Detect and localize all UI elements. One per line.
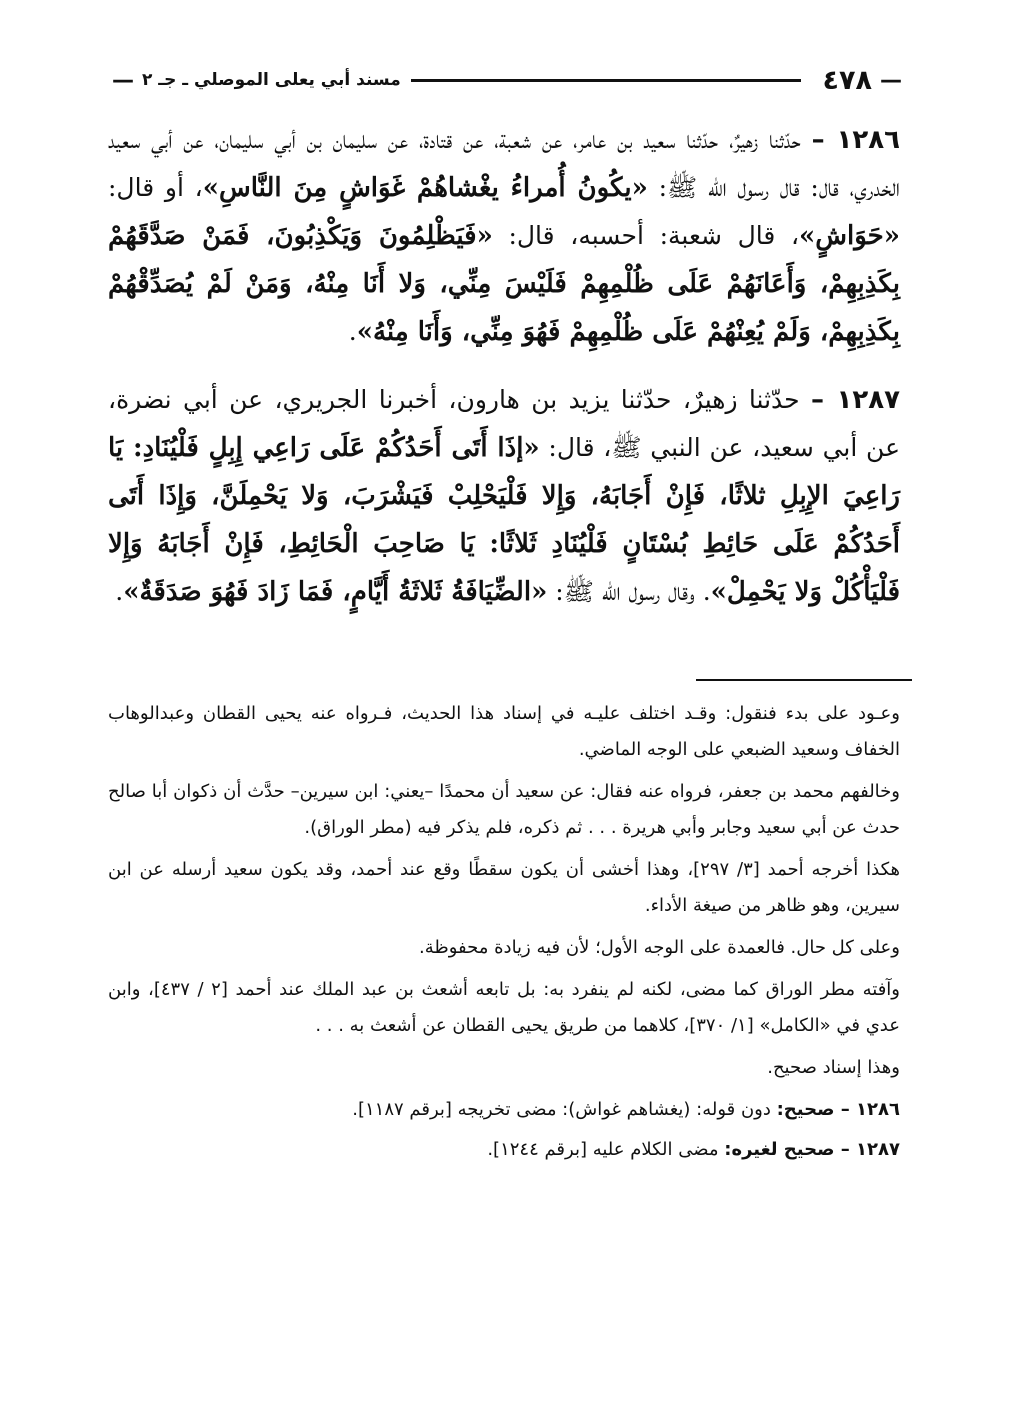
header-rule [411, 79, 801, 82]
hadith-1287 [108, 376, 900, 616]
hadith-connector: . وقال رسول اللّه ﷺ: [547, 577, 711, 606]
grading-number: ١٢٨٧ – [840, 1139, 900, 1160]
hadith-isnad: حدّثنا زهيرٌ، حدّثنا يزيد بن هارون، أخبرنا الجريري، عن أبي نضرة، عن أبي سعيد، عن النبي ﷺ، قال: [108, 385, 900, 462]
grading-1287 [108, 1132, 900, 1168]
footnote-separator [696, 679, 912, 681]
hadith-number: ١٢٨٦ – [811, 125, 900, 155]
hadith-1286 [108, 116, 900, 356]
grading-label: صحيح لغيره: [724, 1139, 841, 1160]
footnotes [108, 696, 900, 1172]
page-number: ٤٧٨ [822, 64, 872, 96]
grading-number: ١٢٨٦ – [840, 1099, 900, 1120]
running-title: مسند أبي يعلى الموصلي ـ جـ ٢ [142, 70, 401, 90]
footnote-paragraph: وآفته مطر الوراق كما مضى، لكنه لم ينفرد به: بل تابعه أشعث بن عبد الملك عند أحمد [٢ / ٤٣٧]، وابن عدي في «الكامل» [١/ ٣٧٠]، كلاهما من طريق يحيى القطان عن أشعث به . . . [108, 979, 900, 1036]
hadith-matn: «إذَا أَتَى أَحَدُكُمْ عَلَى رَاعِي إِبِلٍ فَلْيُنَادِ: يَا رَاعِيَ الإِبِلِ ثلاثًا، فَإِنْ أَجَابَهُ، وَإِلا فَلْيَحْلِبْ فَيَشْرَبَ، وَلا يَحْمِلَنَّ، وَإِذَا أَتَى أَحَدُكُمْ عَلَى حَائِطِ بُسْتَانٍ فَلْيُنَادِ ثَلاثًا: يَا صَاحِبَ الْحَائِطِ، فَإِنْ أَجَابَهُ وَإِلا فَلْيَأْكُلْ وَلا يَحْمِلْ» [108, 433, 900, 607]
grading-text: دون قوله: (يغشاهم غواش): مضى تخريجه [برقم ١١٨٧]. [352, 1099, 777, 1120]
header-dash-end: — [112, 67, 134, 93]
footnote-paragraph: وعـود على بدء فنقول: وقـد اختلف عليـه في إسناد هذا الحديث، فـرواه عنه يحيى القطان وعبدالوهاب الخفاف وسعيد الضبعي على الوجه الماضي. [108, 703, 900, 760]
grading-label: صحيح: [776, 1099, 841, 1120]
hadith-matn: «حَوَاشٍ» [799, 221, 900, 251]
hadith-end: . [115, 577, 124, 606]
footnote-paragraph: وعلى كل حال. فالعمدة على الوجه الأول؛ لأن فيه زيادة محفوظة. [419, 937, 900, 958]
footnote-paragraph: وخالفهم محمد بن جعفر، فرواه عنه فقال: عن سعيد أن محمدًا –يعني: ابن سيرين– حدَّث أن ذكوان أبا صالح حدث عن أبي سعيد وجابر وأبي هريرة . . . ثم ذكره، فلم يذكر فيه (مطر الوراق). [108, 781, 900, 838]
header-dash-start: — [880, 67, 902, 93]
hadith-isnad: حدّثنا زهيرٌ، حدّثنا سعيد بن عامر، عن شعبة، عن قتادة، عن سليمان بن أبي سليمان، عن أبي سعيد الخدري، قال: قال رسول اللّه ﷺ: [108, 125, 900, 202]
hadith-connector: ، أو قال: [108, 173, 203, 202]
running-header [112, 62, 902, 98]
hadith-number: ١٢٨٧ – [811, 385, 900, 415]
grading-1286 [108, 1092, 900, 1128]
hadith-matn: «الضِّيَافَةُ ثَلاثَةُ أَيَّامٍ، فَمَا زَادَ فَهُوَ صَدَقَةٌ» [123, 577, 548, 607]
hadith-matn: «يكُونُ أُمراءُ يغْشاهُمْ غَوَاشٍ مِنَ النَّاسِ» [202, 173, 648, 203]
grading-text: مضى الكلام عليه [برقم ١٢٤٤]. [487, 1139, 725, 1160]
hadith-matn: «فَيَظْلِمُونَ وَيَكْذِبُونَ، فَمَنْ صَدَّقَهُمْ بِكَذِبِهِمْ، وَأَعَانَهُمْ عَلَى ظُلْمِهِمْ فَلَيْسَ مِنِّي، وَلا أَنَا مِنْهُ، وَمَنْ لَمْ يُصَدِّقْهُمْ بِكَذِبِهِمْ، وَلَمْ يُعِنْهُمْ عَلَى ظُلْمِهِمْ فَهُوَ مِنِّي، وَأَنَا مِنْهُ» [108, 221, 900, 347]
main-text [108, 116, 900, 636]
footnote-paragraph: هكذا أخرجه أحمد [٣/ ٢٩٧]، وهذا أخشى أن يكون سقطًا وقع عند أحمد، وقد يكون سعيد أرسله عن ابن سيرين، وهو ظاهر من صيغة الأداء. [108, 859, 900, 916]
hadith-end: . [348, 317, 357, 346]
footnote-paragraph: وهذا إسناد صحيح. [767, 1057, 900, 1078]
hadith-connector: ، قال شعبة: أحسبه، قال: [492, 221, 800, 250]
